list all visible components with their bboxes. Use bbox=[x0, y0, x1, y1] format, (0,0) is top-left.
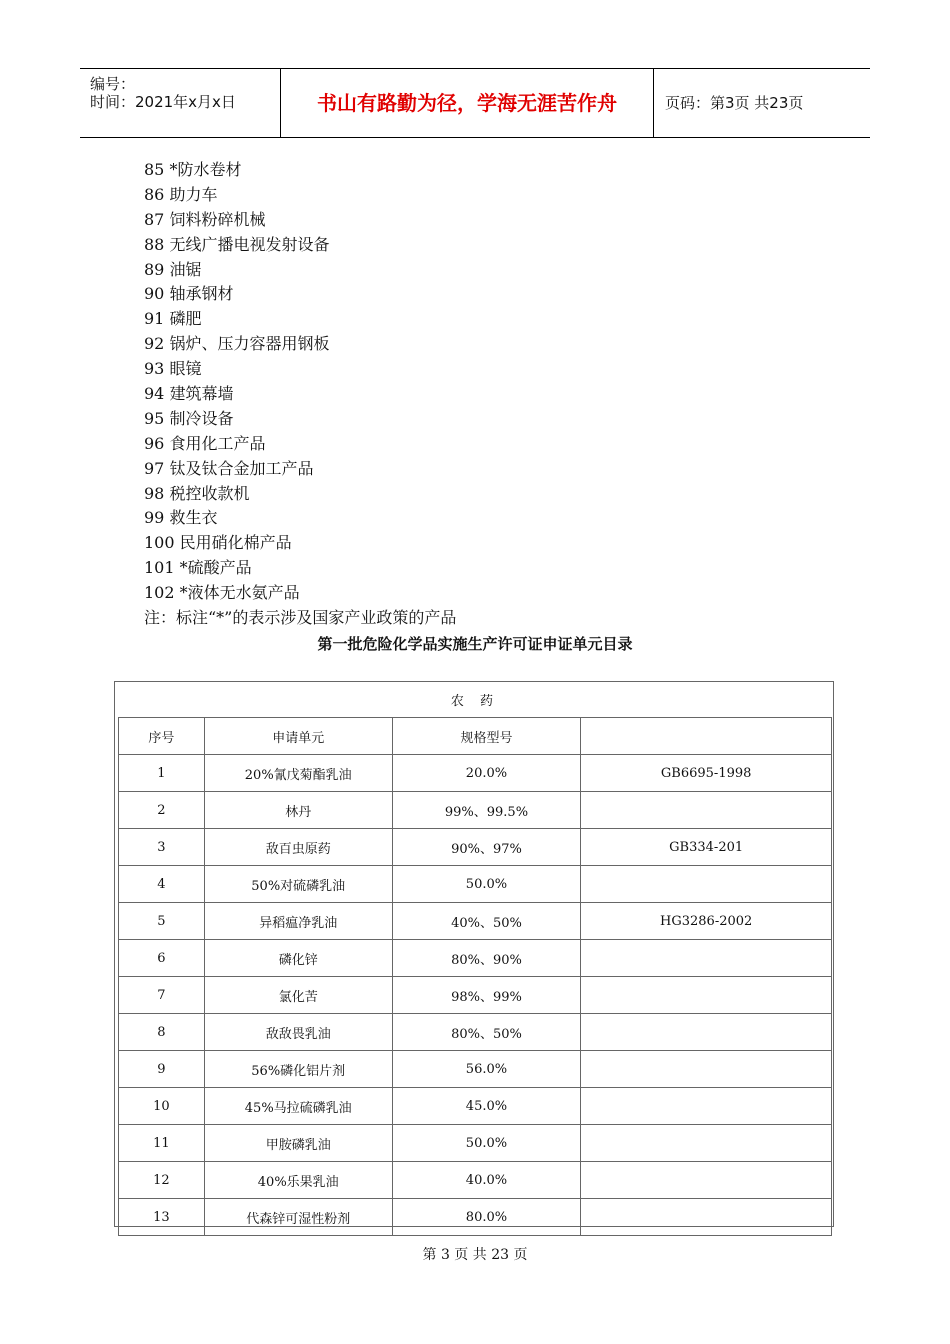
table-row bbox=[119, 1199, 832, 1236]
list-item: 100 民用硝化棉产品 bbox=[144, 533, 292, 553]
table-row bbox=[119, 1051, 832, 1088]
row-unit: 甲胺磷乳油 bbox=[204, 1125, 392, 1162]
row-standard bbox=[581, 1199, 832, 1236]
row-spec: 50.0% bbox=[392, 1125, 581, 1162]
product-list bbox=[144, 158, 329, 606]
row-index: 10 bbox=[119, 1088, 205, 1125]
row-standard bbox=[581, 1162, 832, 1199]
list-item: 85 *防水卷材 bbox=[144, 160, 242, 179]
row-spec: 80%、50% bbox=[392, 1014, 581, 1051]
page-footer: 第 3 页 共 23 页 bbox=[422, 1247, 528, 1263]
table-row bbox=[119, 1125, 832, 1162]
row-index: 4 bbox=[119, 866, 205, 903]
list-item: 92 锅炉、压力容器用钢板 bbox=[144, 334, 330, 354]
date-label: 时间：2021年x月x日 bbox=[90, 93, 236, 111]
header-page-info: 页码：第3页 共23页 bbox=[665, 94, 804, 112]
row-unit: 50%对硫磷乳油 bbox=[204, 866, 392, 903]
list-item: 101 *硫酸产品 bbox=[144, 558, 252, 578]
row-index: 2 bbox=[119, 792, 205, 829]
row-standard: HG3286-2002 bbox=[581, 903, 832, 940]
list-item: 94 建筑幕墙 bbox=[144, 384, 234, 404]
row-unit: 敌敌畏乳油 bbox=[204, 1014, 392, 1051]
header-motto: 书山有路勤为径，学海无涯苦作舟 bbox=[281, 69, 654, 137]
list-item: 91 磷肥 bbox=[144, 309, 202, 329]
section-title: 第一批危险化学品实施生产许可证申证单元目录 bbox=[317, 635, 633, 653]
list-item: 102 *液体无水氨产品 bbox=[144, 583, 300, 603]
row-unit: 代森锌可湿性粉剂 bbox=[204, 1199, 392, 1236]
row-standard bbox=[581, 792, 832, 829]
row-unit: 异稻瘟净乳油 bbox=[204, 903, 392, 940]
row-unit: 敌百虫原药 bbox=[204, 829, 392, 866]
table-category-row bbox=[119, 681, 832, 718]
table-category: 农 药 bbox=[119, 681, 832, 718]
table-header-row bbox=[119, 718, 832, 755]
row-standard bbox=[581, 1088, 832, 1125]
list-item: 93 眼镜 bbox=[144, 359, 202, 379]
row-spec: 80%、90% bbox=[392, 940, 581, 977]
row-index: 11 bbox=[119, 1125, 205, 1162]
row-standard: GB334-201 bbox=[581, 829, 832, 866]
row-spec: 99%、99.5% bbox=[392, 792, 581, 829]
row-spec: 98%、99% bbox=[392, 977, 581, 1014]
row-unit: 45%马拉硫磷乳油 bbox=[204, 1088, 392, 1125]
table-row bbox=[119, 903, 832, 940]
pesticide-table bbox=[118, 681, 832, 1236]
row-unit: 56%磷化铝片剂 bbox=[204, 1051, 392, 1088]
list-item: 90 轴承钢材 bbox=[144, 284, 234, 304]
list-item: 88 无线广播电视发射设备 bbox=[144, 234, 330, 254]
row-index: 7 bbox=[119, 977, 205, 1014]
row-unit: 磷化锌 bbox=[204, 940, 392, 977]
row-spec: 40.0% bbox=[392, 1162, 581, 1199]
row-standard bbox=[581, 1051, 832, 1088]
row-unit: 氯化苦 bbox=[204, 977, 392, 1014]
header-index: 序号 bbox=[119, 718, 205, 755]
table-row bbox=[119, 792, 832, 829]
row-standard bbox=[581, 977, 832, 1014]
row-standard bbox=[581, 940, 832, 977]
header-standard bbox=[581, 718, 832, 755]
row-unit: 林丹 bbox=[204, 792, 392, 829]
table-row bbox=[119, 755, 832, 792]
list-item: 86 助力车 bbox=[144, 184, 218, 204]
table-row bbox=[119, 1014, 832, 1051]
header-unit: 申请单元 bbox=[204, 718, 392, 755]
list-item: 98 税控收款机 bbox=[144, 483, 250, 503]
row-unit: 20%氰戊菊酯乳油 bbox=[204, 755, 392, 792]
row-standard bbox=[581, 1014, 832, 1051]
row-index: 12 bbox=[119, 1162, 205, 1199]
list-item: 95 制冷设备 bbox=[144, 408, 234, 428]
table-row bbox=[119, 940, 832, 977]
list-item: 96 食用化工产品 bbox=[144, 433, 266, 453]
row-spec: 50.0% bbox=[392, 866, 581, 903]
list-item: 97 钛及钛合金加工产品 bbox=[144, 458, 314, 478]
list-item: 89 油锯 bbox=[144, 259, 202, 279]
row-index: 9 bbox=[119, 1051, 205, 1088]
row-index: 8 bbox=[119, 1014, 205, 1051]
row-spec: 80.0% bbox=[392, 1199, 581, 1236]
table-row bbox=[119, 1162, 832, 1199]
table-row bbox=[119, 1088, 832, 1125]
row-index: 13 bbox=[119, 1199, 205, 1236]
list-item: 99 救生衣 bbox=[144, 508, 218, 528]
row-spec: 40%、50% bbox=[392, 903, 581, 940]
row-index: 3 bbox=[119, 829, 205, 866]
row-spec: 45.0% bbox=[392, 1088, 581, 1125]
row-index: 6 bbox=[119, 940, 205, 977]
page-header bbox=[80, 68, 870, 138]
row-index: 1 bbox=[119, 755, 205, 792]
row-standard bbox=[581, 1125, 832, 1162]
row-standard: GB6695-1998 bbox=[581, 755, 832, 792]
row-spec: 90%、97% bbox=[392, 829, 581, 866]
table-row bbox=[119, 829, 832, 866]
note-text: 注：标注“*”的表示涉及国家产业政策的产品 bbox=[144, 608, 457, 627]
row-spec: 56.0% bbox=[392, 1051, 581, 1088]
row-standard bbox=[581, 866, 832, 903]
code-label: 编号： bbox=[90, 75, 136, 93]
table-row bbox=[119, 977, 832, 1014]
list-item: 87 饲料粉碎机械 bbox=[144, 209, 266, 229]
table-row bbox=[119, 866, 832, 903]
row-index: 5 bbox=[119, 903, 205, 940]
row-unit: 40%乐果乳油 bbox=[204, 1162, 392, 1199]
row-spec: 20.0% bbox=[392, 755, 581, 792]
header-meta bbox=[80, 69, 281, 137]
header-spec: 规格型号 bbox=[392, 718, 581, 755]
